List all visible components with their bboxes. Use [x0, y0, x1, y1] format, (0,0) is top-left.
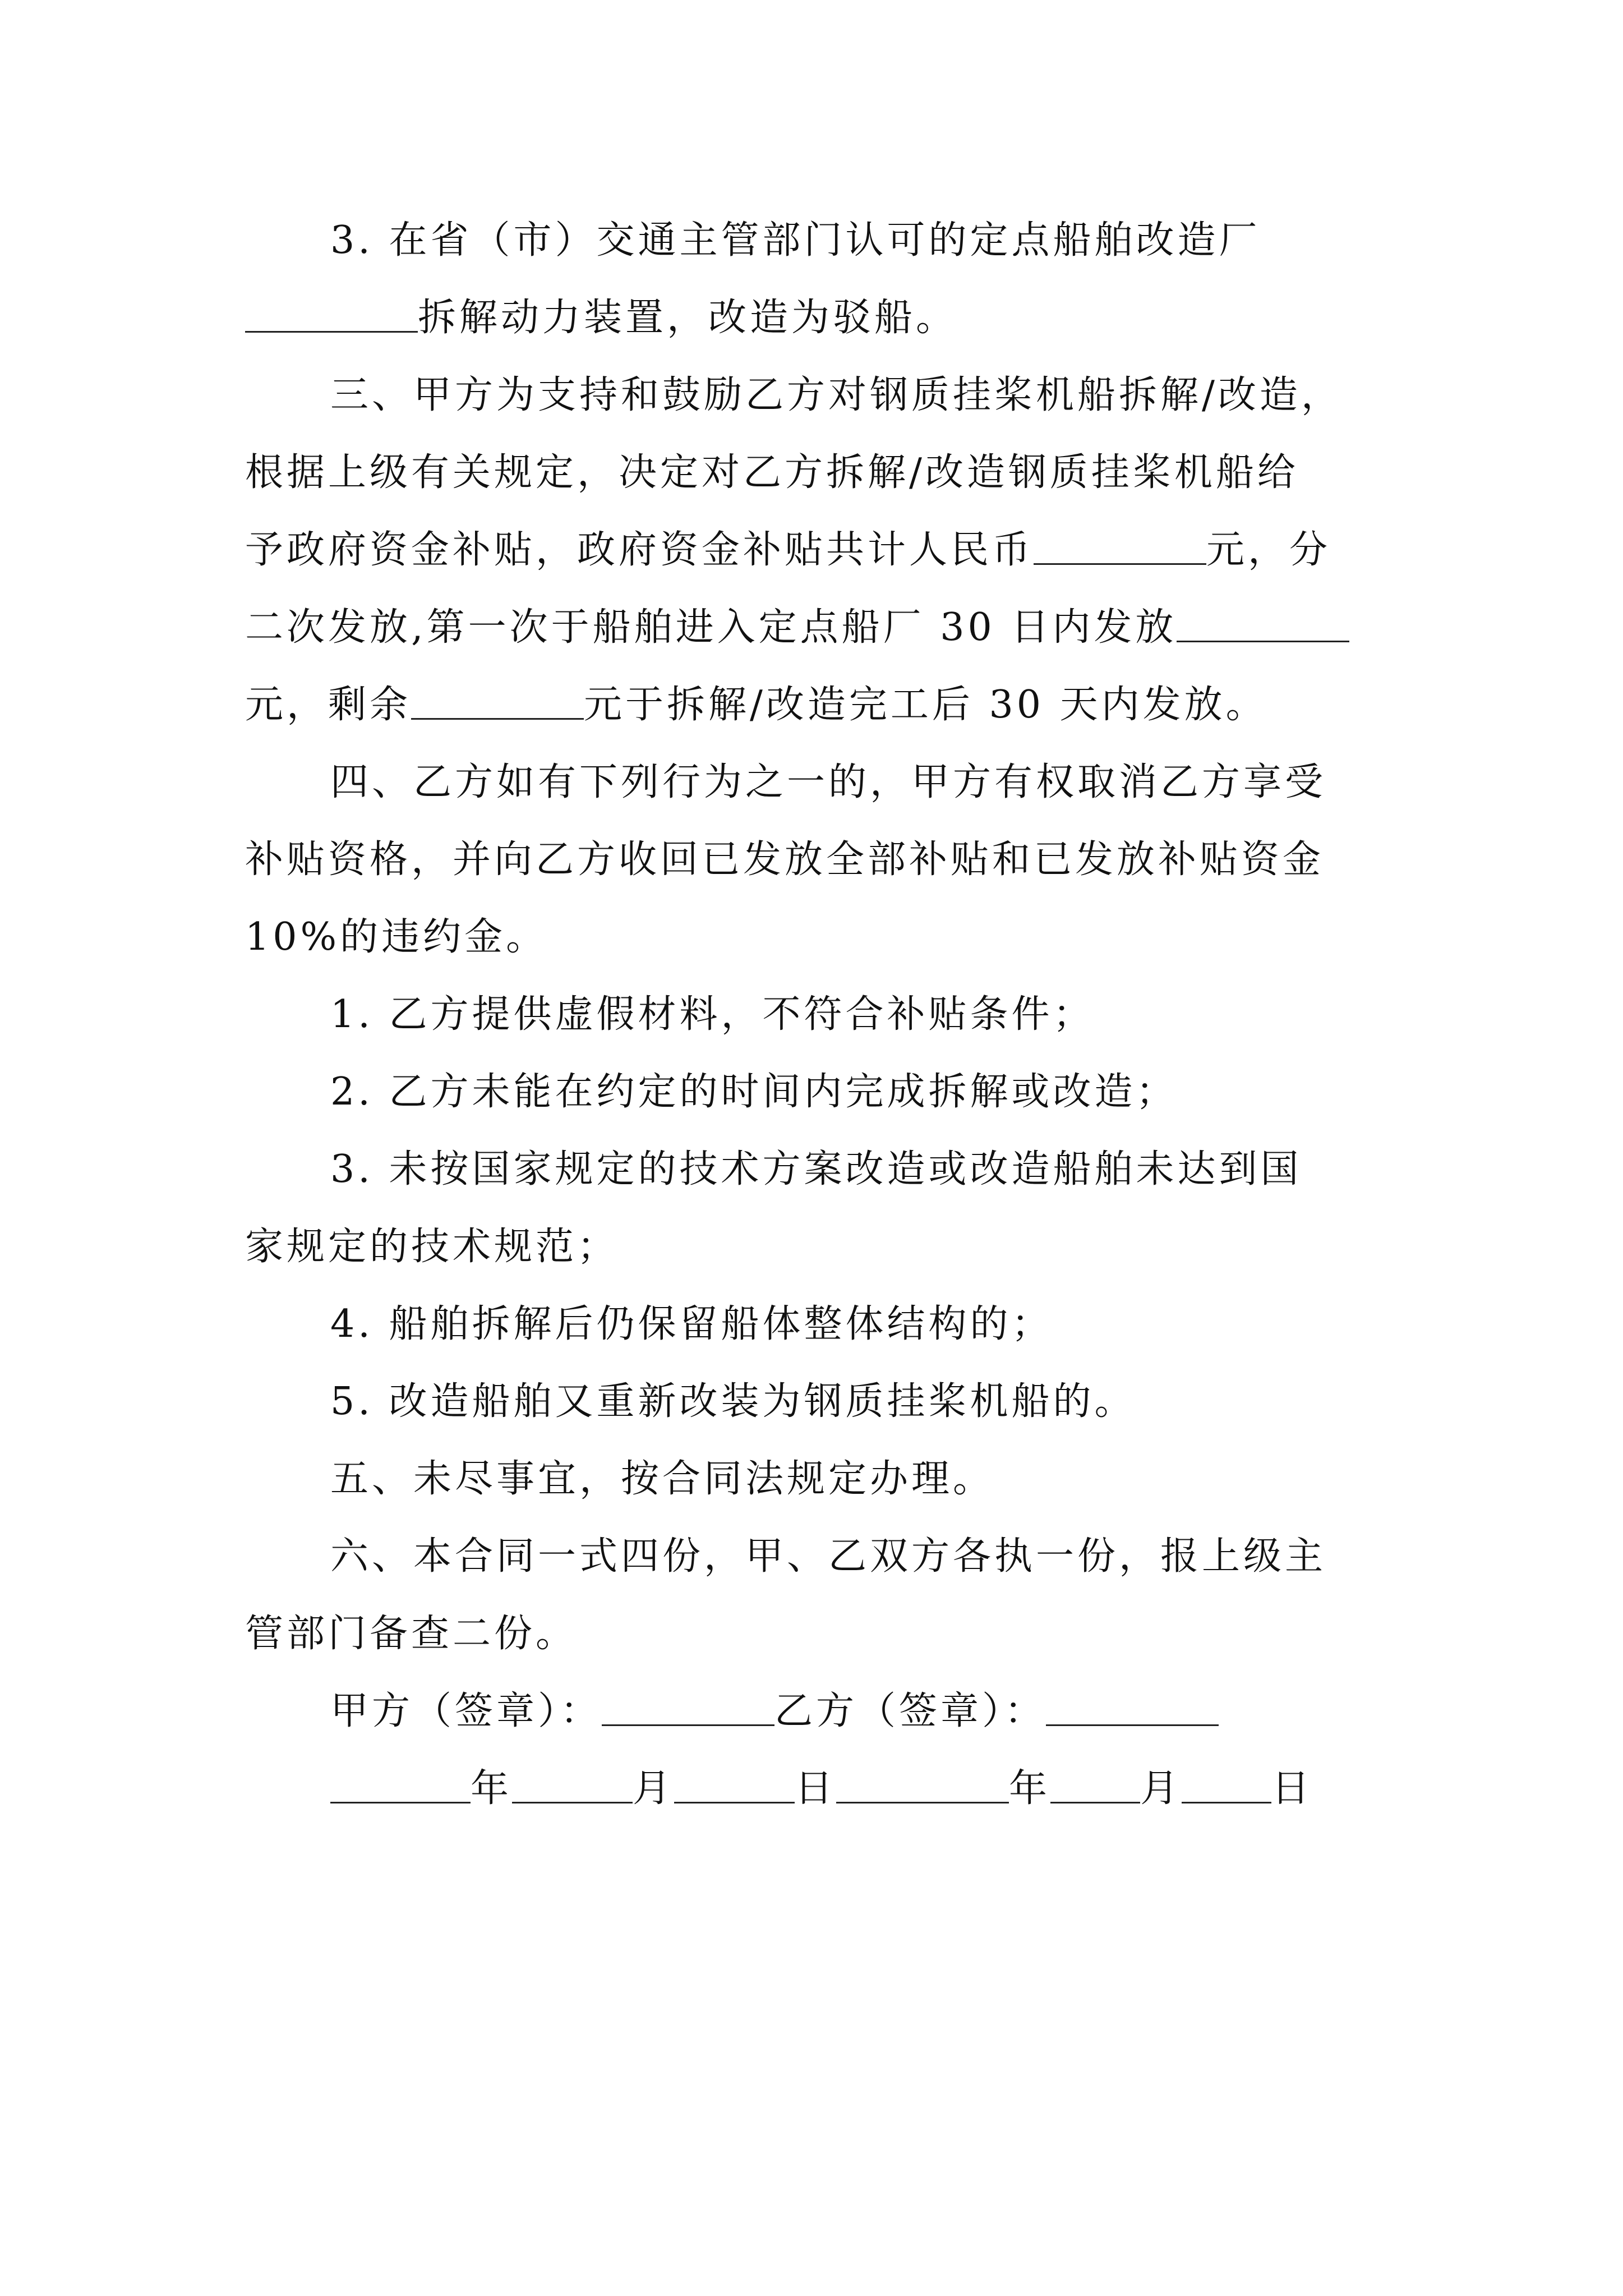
clause-three-title: 三、甲方为支持和鼓励乙方对钢质挂桨机船拆解/改造，: [330, 373, 1343, 417]
month-label: 月: [633, 1766, 675, 1811]
signature-row: [245, 1673, 1384, 1750]
clause-line: 根据上级有关规定，决定对乙方拆解/改造钢质挂桨机船给: [245, 450, 1299, 495]
list-item: 5. 改造船舶又重新改装为钢质挂桨机船的。: [330, 1379, 1136, 1424]
blank-field-first-payment[interactable]: [1177, 604, 1349, 642]
day-label: 日: [795, 1766, 837, 1811]
blank-field-subsidy-total[interactable]: [1034, 526, 1206, 565]
year-label: 年: [1009, 1766, 1051, 1811]
blank-field-remaining-payment[interactable]: [411, 681, 584, 720]
list-item: 1. 乙方提供虚假材料，不符合补贴条件；: [330, 992, 1095, 1037]
day-label: 日: [1271, 1766, 1313, 1811]
list-item: 3. 未按国家规定的技术方案改造或改造船舶未达到国: [330, 1147, 1302, 1191]
clause-line: 3. 在省（市）交通主管部门认可的定点船舶改造厂: [330, 218, 1261, 263]
party-b-year-field[interactable]: [836, 1765, 1009, 1803]
party-b-signature-field[interactable]: [1046, 1687, 1219, 1726]
clause-line: 拆解动力装置，改造为驳船。: [245, 279, 1384, 357]
party-b-month-field[interactable]: [1050, 1765, 1140, 1803]
date-row: [245, 1750, 1384, 1828]
clause-four-title: 四、乙方如有下列行为之一的，甲方有权取消乙方享受: [330, 760, 1327, 804]
year-label: 年: [471, 1766, 513, 1811]
party-a-day-field[interactable]: [674, 1765, 795, 1803]
clause-five: 五、未尽事宜，按合同法规定办理。: [330, 1457, 995, 1501]
contract-body: [245, 202, 1384, 1828]
clause-line: 管部门备查二份。: [245, 1612, 578, 1656]
party-a-year-field[interactable]: [330, 1765, 471, 1803]
party-b-label: 乙方（签章）：: [774, 1689, 1046, 1733]
clause-line: 补贴资格，并向乙方收回已发放全部补贴和已发放补贴资金: [245, 838, 1325, 882]
clause-line: 10%的违约金。: [245, 915, 548, 959]
month-label: 月: [1140, 1766, 1182, 1811]
clause-line: 元，剩余 元于拆解/改造完工后 30 天内发放。: [245, 666, 1384, 744]
party-a-month-field[interactable]: [512, 1765, 633, 1803]
list-item: 4. 船舶拆解后仍保留船体整体结构的；: [330, 1302, 1053, 1346]
clause-six: 六、本合同一式四份，甲、乙双方各执一份，报上级主: [330, 1534, 1327, 1579]
clause-line: 二次发放,第一次于船舶进入定点船厂 30 日内发放: [245, 589, 1384, 666]
blank-field-shipyard[interactable]: [245, 294, 418, 333]
party-b-day-field[interactable]: [1182, 1765, 1271, 1803]
party-a-label: 甲方（签章）：: [330, 1689, 602, 1733]
clause-line: 予政府资金补贴，政府资金补贴共计人民币 元，分: [245, 512, 1384, 589]
party-a-signature-field[interactable]: [602, 1687, 774, 1726]
list-item: 2. 乙方未能在约定的时间内完成拆解或改造；: [330, 1070, 1178, 1114]
list-item-continuation: 家规定的技术规范；: [245, 1225, 619, 1269]
